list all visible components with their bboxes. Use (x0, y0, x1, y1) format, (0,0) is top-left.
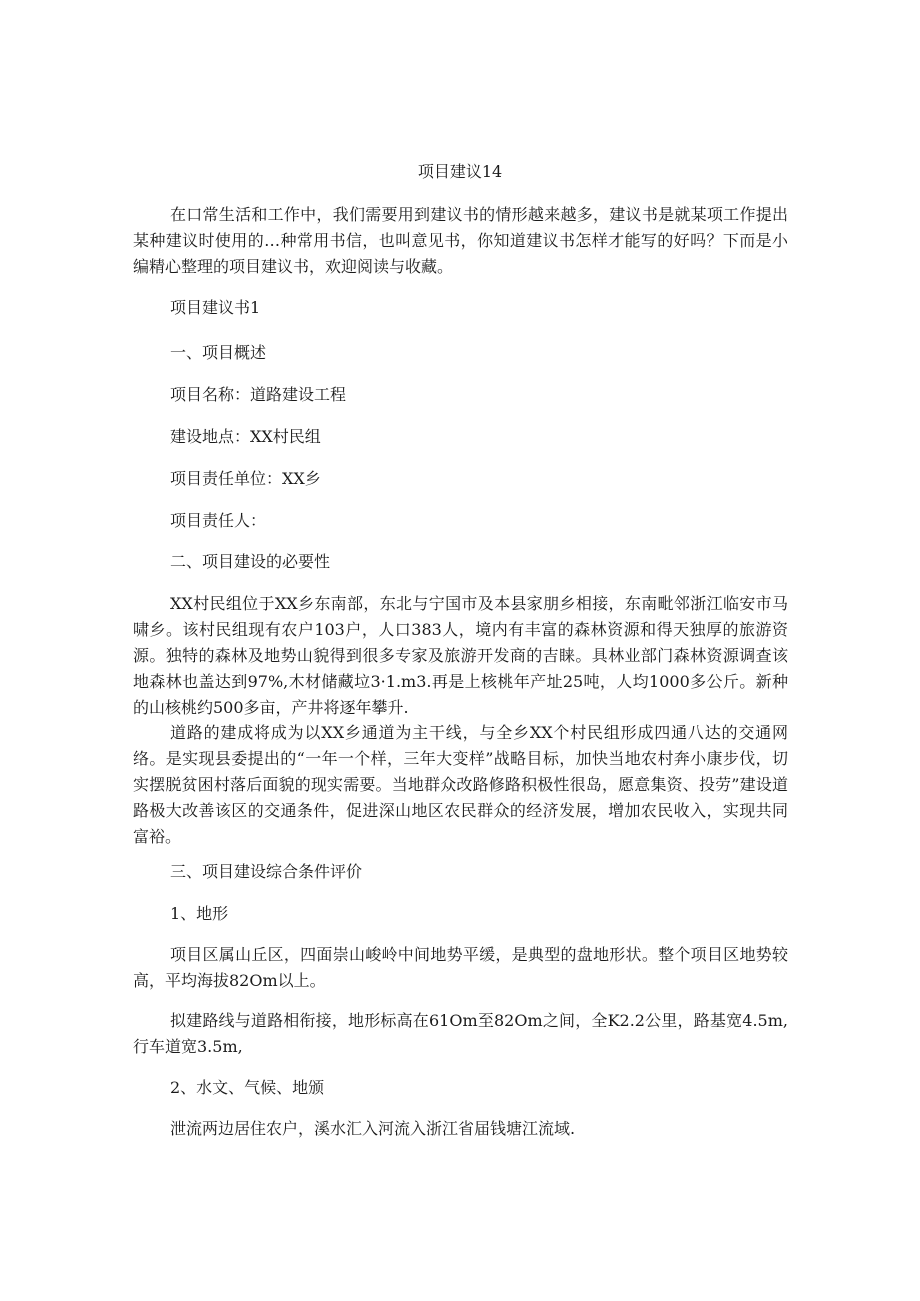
village-paragraph: XX村民组位于XX乡东南部，东北与宁国市及本县家朋乡相接，东南毗邻浙江临安市马啸乡。该村民组现有农户103户，人口383人，境内有丰富的森林资源和得天独厚的旅游资源。独特的森林及地势山貌得到很多专家及旅游开发商的吉睐。具林业部门森林资源调查该地森林也盖达到97%,木材储藏垃3·1.m3.再是上核桃年产址25吨，人均1000多公斤。新种的山核桃约500多亩，产井将逐年攀升. (133, 594, 788, 717)
project-name-line: 项目名称：道路建设工程 (170, 385, 347, 404)
subsection-heading-hydrology: 2、水文、气候、地颁 (170, 1078, 325, 1097)
responsible-person-line: 项目责任人： (170, 511, 267, 530)
road-paragraph: 道路的建成将成为以XX乡通道为主干线，与全乡XX个村民组形成四通八达的交通网络。是实现县委提出的“一年一个样，三年大变样”战略目标，加快当地农村奔小康步伐，切实摆脱贫困村落后面貌的现实需要。当地群众改路修路积极性很岛，愿意集资、投劳”建设道路极大改善该区的交通条件，促进深山地区农民群众的经济发展，增加农民收入，实现共同富裕。 (133, 723, 788, 846)
route-paragraph: 拟建路线与道路相衔接，地形标高在61Om至82Om之间，全K2.2公里，路基宽4.5m,行车道宽3.5m, (133, 1011, 788, 1056)
location-line: 建设地点：XX村民组 (170, 427, 321, 446)
section-heading-necessity: 二、项目建设的必要性 (170, 552, 331, 571)
section-heading-conditions: 三、项目建设综合条件评价 (170, 862, 363, 881)
subsection-heading-terrain: 1、地形 (170, 904, 229, 923)
intro-paragraph: 在口常生活和工作中，我们需要用到建议书的情形越来越多，建议书是就某项工作提出某种建议时使用的…种常用书信，也叫意见书，你知道建议书怎样才能写的好吗？下而是小编精心整理的项目建议书，欢迎阅读与收藏。 (133, 205, 788, 276)
document-title: 项目建议14 (417, 162, 503, 181)
subtitle: 项目建议书1 (170, 298, 261, 317)
terrain-paragraph: 项目区属山丘区，四面崇山峻岭中间地势平缓，是典型的盘地形状。整个项目区地势较高，平均海拔82Om以上。 (133, 945, 788, 990)
section-heading-overview: 一、项目概述 (170, 343, 267, 362)
responsible-unit-line: 项目责任单位：XX乡 (170, 469, 321, 488)
hydrology-paragraph: 泄流两边居住农户，溪水汇入河流入浙江省届钱塘江流域. (170, 1119, 576, 1138)
